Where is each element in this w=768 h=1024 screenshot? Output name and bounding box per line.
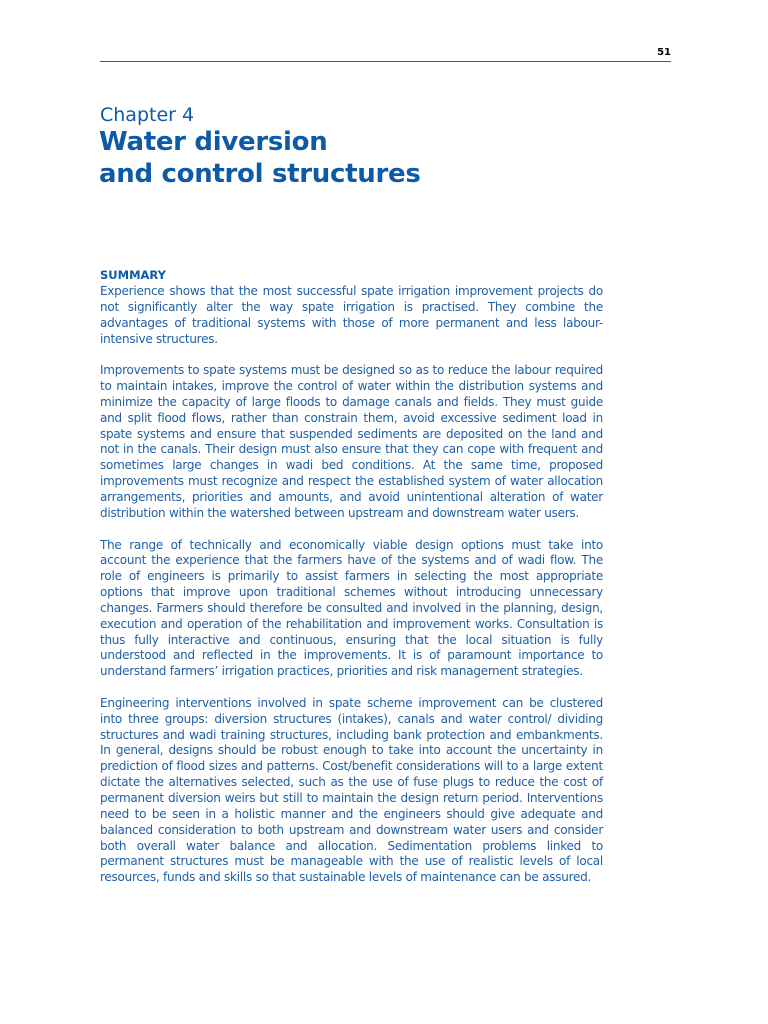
chapter-title [99, 126, 619, 190]
page-number: 51 [657, 47, 671, 58]
chapter-label: Chapter 4 [100, 104, 195, 126]
summary-body [100, 284, 603, 886]
summary-heading: SUMMARY [100, 268, 166, 282]
chapter-title-line-2: and control structures [99, 159, 421, 189]
summary-paragraph-4: Engineering interventions involved in spate scheme improvement can be clustered into three groups: diversion structures (intakes), canals and water control/ dividing structures and wadi training structures, including bank protection and embankments. In general, designs should be robust enough to take into account the uncertainty in prediction of flood sizes and patterns. Cost/benefit considerations will to a large extent dictate the alternatives selected, such as the use of fuse plugs to reduce the cost of permanent diversion weirs but still to maintain the design return period. Interventions need to be seen in a holistic manner and the engineers should give adequate and balanced consideration to both upstream and downstream water users and consider both overall water balance and allocation. Sedimentation problems linked to permanent structures must be manageable with the use of realistic levels of local resources, funds and skills so that sustainable levels of maintenance can be assured. [100, 695, 603, 885]
summary-paragraph-2: Improvements to spate systems must be designed so as to reduce the labour required to maintain intakes, improve the control of water within the distribution systems and minimize the capacity of large floods to damage canals and fields. They must guide and split flood flows, rather than constrain them, avoid excessive sediment load in spate systems and ensure that suspended sediments are deposited on the land and not in the canals. Their design must also ensure that they can cope with frequent and sometimes large changes in wadi bed conditions. At the same time, proposed improvements must recognize and respect the established system of water allocation arrangements, priorities and amounts, and avoid unintentional alteration of water distribution within the watershed between upstream and downstream water users. [100, 363, 603, 520]
header-rule [100, 61, 671, 62]
summary-paragraph-1: Experience shows that the most successful spate irrigation improvement projects do not significantly alter the way spate irrigation is practised. They combine the advantages of traditional systems with those of more permanent and less labour-intensive structures. [100, 284, 603, 346]
summary-paragraph-3: The range of technically and economically viable design options must take into account the experience that the farmers have of the systems and of wadi flow. The role of engineers is primarily to assist farmers in selecting the most appropriate options that improve upon traditional schemes without introducing unnecessary changes. Farmers should therefore be consulted and involved in the planning, design, execution and operation of the rehabilitation and improvement works. Consultation is thus fully interactive and continuous, ensuring that the local situation is fully understood and reflected in the improvements. It is of paramount importance to understand farmers’ irrigation practices, priorities and risk management strategies. [100, 537, 603, 679]
chapter-title-line-1: Water diversion [99, 127, 328, 157]
